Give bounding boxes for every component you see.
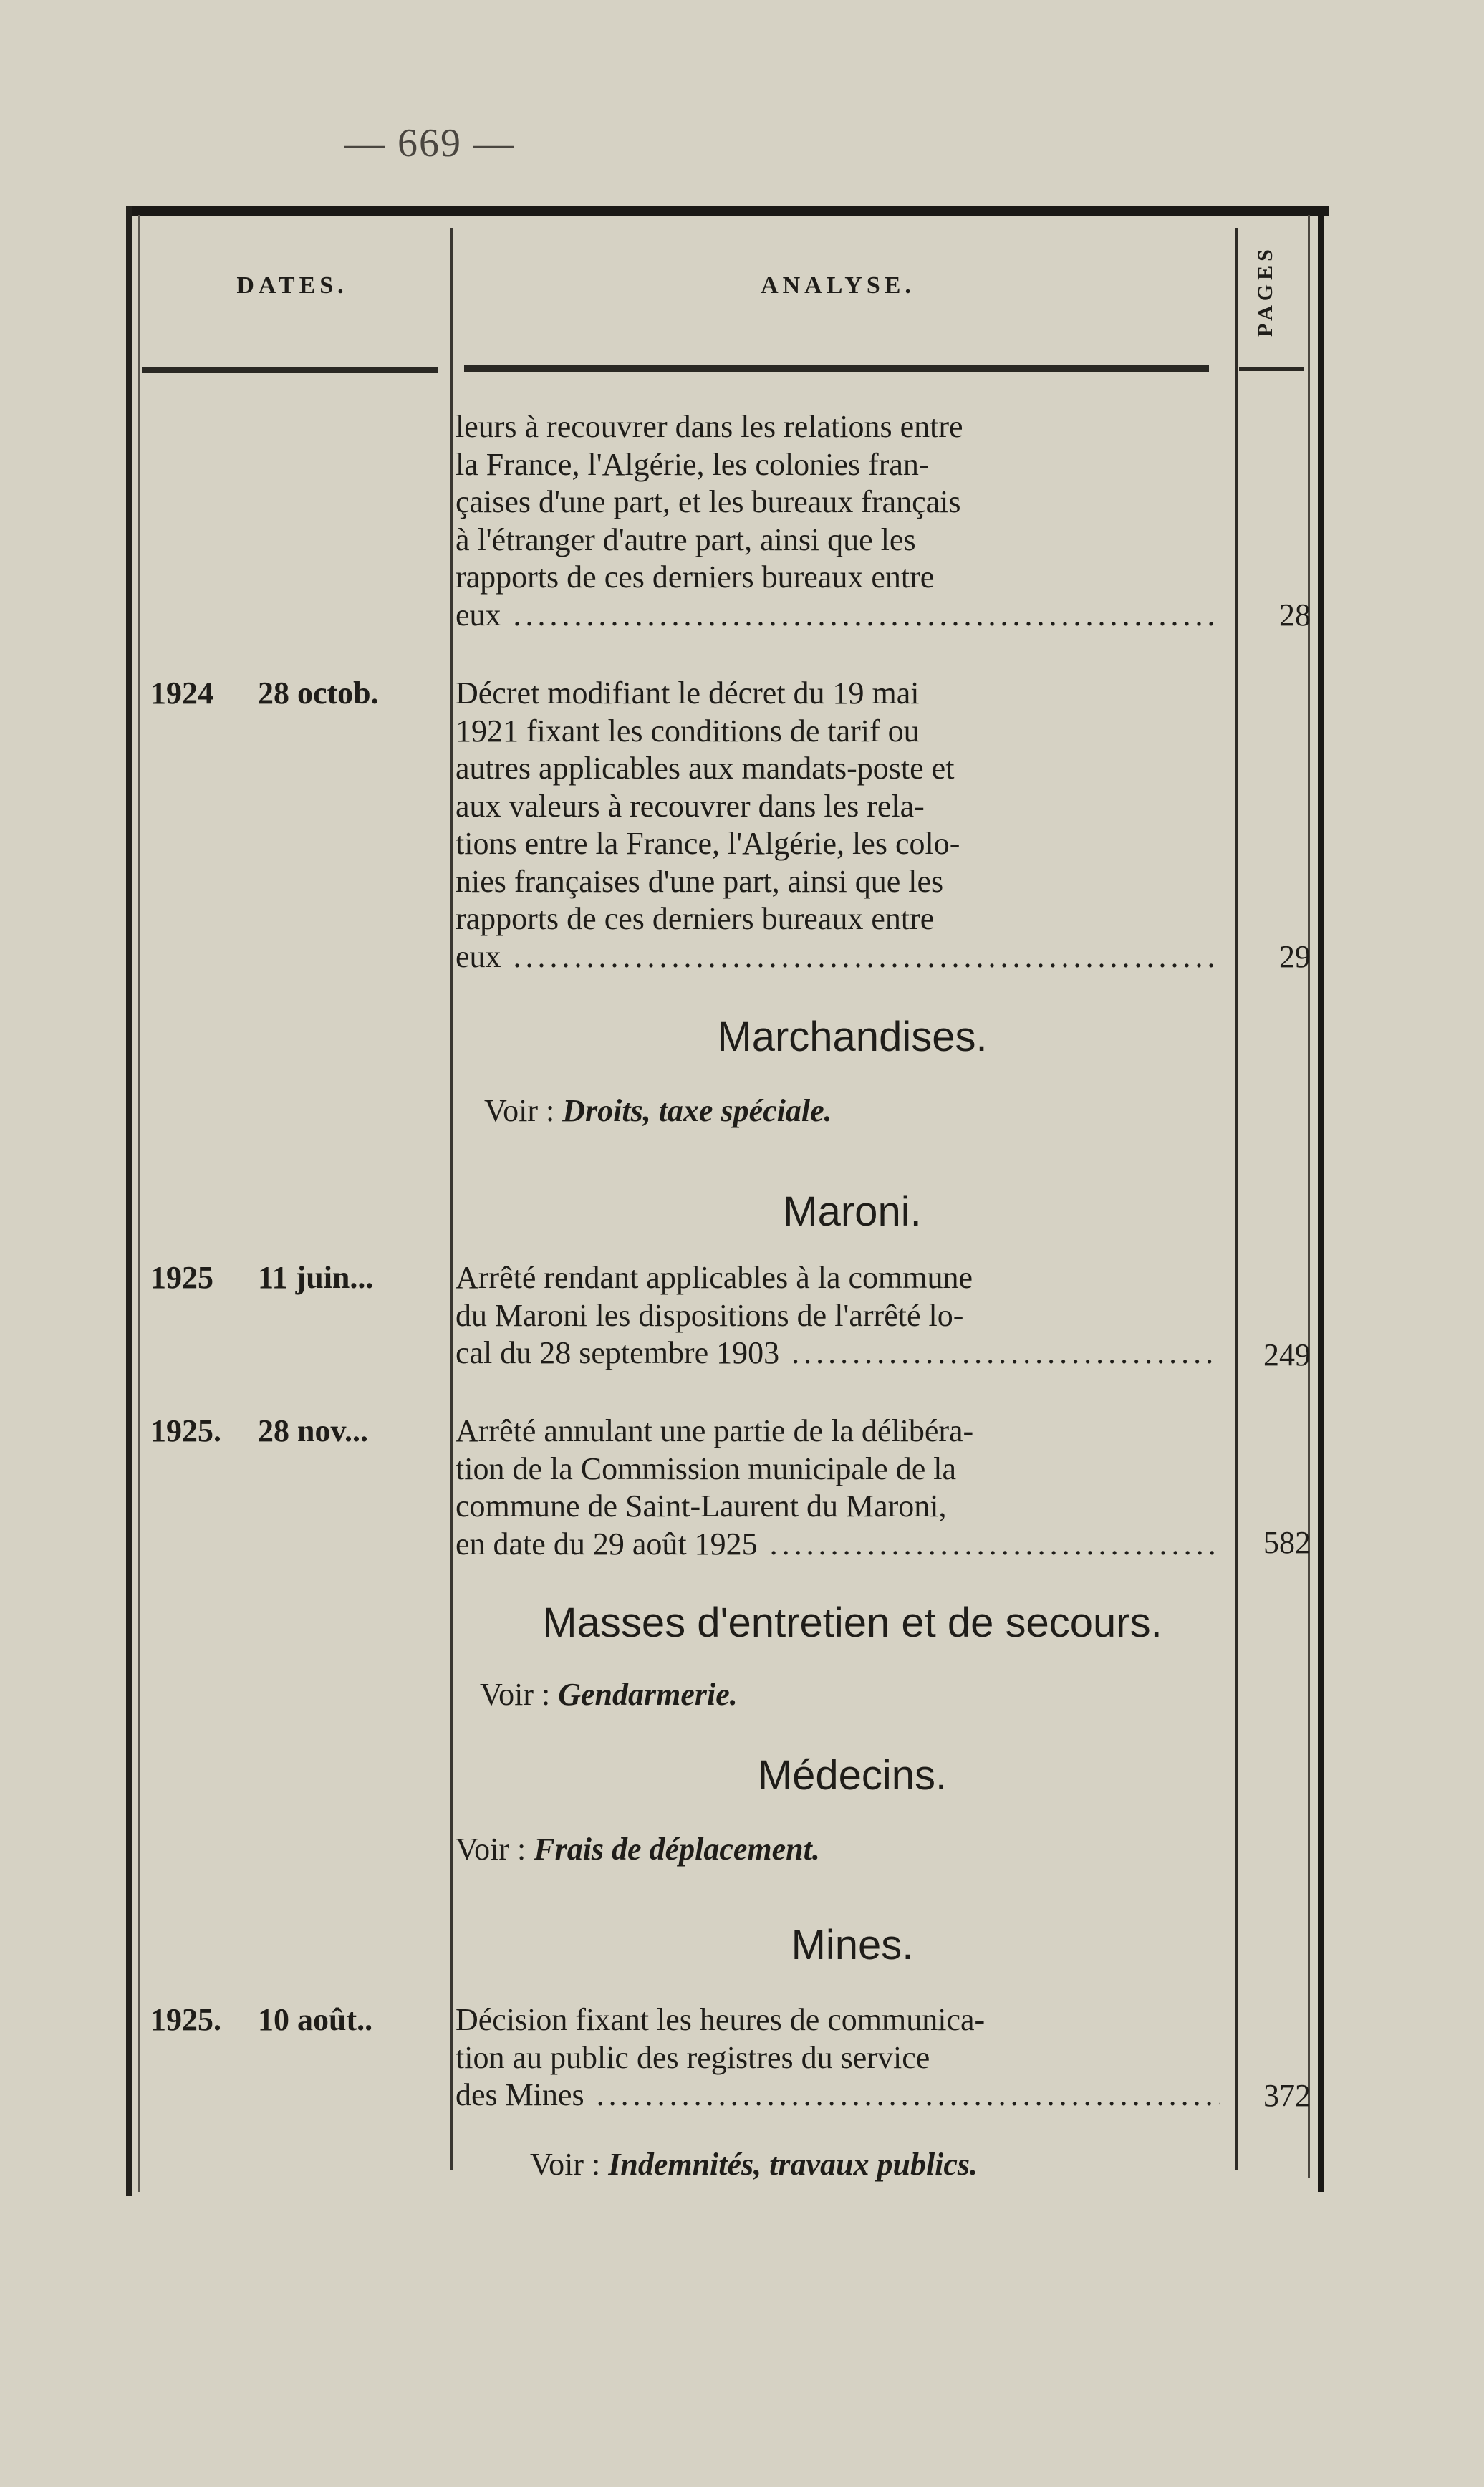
section-title-medecins: Médecins. xyxy=(757,1752,948,1799)
entry-line: Décret modifiant le décret du 19 mai xyxy=(456,675,920,711)
analyse-header-rule xyxy=(464,365,1209,372)
entry-analysis xyxy=(456,408,1220,634)
entry-line: eux ..... xyxy=(456,597,1220,635)
see-also-medecins xyxy=(456,1831,820,1867)
entry-day: 28 nov... xyxy=(258,1413,369,1448)
entry-year: 1925. xyxy=(150,1413,221,1448)
section-title-marchandises: Marchandises. xyxy=(717,1014,988,1060)
entry-line: cal du 28 septembre 1903 ..... xyxy=(456,1334,1220,1372)
entry-day: 28 octob. xyxy=(258,675,379,711)
entry-date xyxy=(150,1259,444,1296)
entry-line: à l'étranger d'autre part, ainsi que les xyxy=(456,521,916,557)
entry-date xyxy=(150,675,444,711)
see-also-mines xyxy=(530,2146,978,2183)
header-analyse: ANALYSE. xyxy=(761,272,915,299)
entry-line: la France, l'Algérie, les colonies fran- xyxy=(456,446,930,482)
entry-analysis xyxy=(456,675,1220,976)
entry-line: tions entre la France, l'Algérie, les colo- xyxy=(456,826,960,861)
header-dates: DATES. xyxy=(236,272,348,299)
see-also-marchandises xyxy=(484,1092,832,1129)
see-also-masses xyxy=(480,1676,738,1713)
entry-page: 249 xyxy=(1263,1337,1311,1372)
entry-line: leurs à recouvrer dans les relations entre xyxy=(456,409,963,444)
entry-line: eux ..... xyxy=(456,938,1220,976)
see-reference: Indemnités, travaux publics. xyxy=(608,2147,978,2182)
entry-year: 1925. xyxy=(150,2002,221,2037)
see-reference: Droits, taxe spéciale. xyxy=(562,1093,832,1128)
entry-line: du Maroni les dispositions de l'arrêté lo- xyxy=(456,1297,964,1333)
entry-line: en date du 29 août 1925 ..... xyxy=(456,1526,1220,1564)
entry-line: Arrêté rendant applicables à la commune xyxy=(456,1260,973,1295)
section-title-mines: Mines. xyxy=(791,1922,914,1968)
see-label: Voir : xyxy=(484,1093,555,1128)
entry-line: rapports de ces derniers bureaux entre xyxy=(456,559,935,595)
entry-line: autres applicables aux mandats-poste et xyxy=(456,751,955,786)
see-label: Voir : xyxy=(456,1832,526,1867)
section-title-masses: Masses d'entretien et de secours. xyxy=(542,1600,1162,1646)
entry-line: Arrêté annulant une partie de la délibéra- xyxy=(456,1413,974,1448)
entry-date xyxy=(150,1413,444,1449)
entry-line: aux valeurs à recouvrer dans les rela- xyxy=(456,788,925,824)
pages-header-rule xyxy=(1239,367,1304,371)
entry-day: 10 août.. xyxy=(258,2002,373,2037)
entry-analysis xyxy=(456,1413,1220,1563)
dates-header-rule xyxy=(142,367,438,373)
entry-line: Décision fixant les heures de communica- xyxy=(456,2002,986,2037)
page-number: — 669 — xyxy=(344,121,515,165)
entry-page: 28 xyxy=(1279,597,1311,632)
see-reference: Frais de déplacement. xyxy=(534,1832,820,1867)
entry-date xyxy=(150,2001,444,2038)
see-label: Voir : xyxy=(480,1677,551,1712)
entry-page: 29 xyxy=(1279,939,1311,974)
entry-line: nies françaises d'une part, ainsi que les xyxy=(456,863,944,899)
entry-page: 582 xyxy=(1263,1525,1311,1560)
right-inner-border xyxy=(1308,215,1310,2178)
entry-line: 1921 fixant les conditions de tarif ou xyxy=(456,713,920,749)
entry-line: commune de Saint-Laurent du Maroni, xyxy=(456,1488,947,1524)
entry-analysis xyxy=(456,1259,1220,1372)
entry-year: 1925 xyxy=(150,1260,213,1295)
left-border xyxy=(126,206,132,2196)
entry-page: 372 xyxy=(1263,2078,1311,2113)
see-reference: Gendarmerie. xyxy=(558,1677,738,1712)
entry-line: rapports de ces derniers bureaux entre xyxy=(456,901,935,936)
section-title-maroni: Maroni. xyxy=(783,1188,922,1235)
dates-column-divider xyxy=(450,228,453,2170)
header-pages: PAGES xyxy=(1253,245,1277,337)
left-inner-border xyxy=(138,215,140,2192)
entry-line: des Mines ..... xyxy=(456,2077,1220,2115)
top-rule xyxy=(129,206,1329,216)
entry-line: tion de la Commission municipale de la xyxy=(456,1451,956,1486)
entry-day: 11 juin... xyxy=(258,1260,374,1295)
entry-line: tion au public des registres du service xyxy=(456,2039,930,2075)
right-border xyxy=(1318,215,1324,2192)
entry-year: 1924 xyxy=(150,675,213,711)
entry-analysis xyxy=(456,2001,1220,2115)
entry-line: çaises d'une part, et les bureaux français xyxy=(456,484,961,519)
see-label: Voir : xyxy=(530,2147,601,2182)
